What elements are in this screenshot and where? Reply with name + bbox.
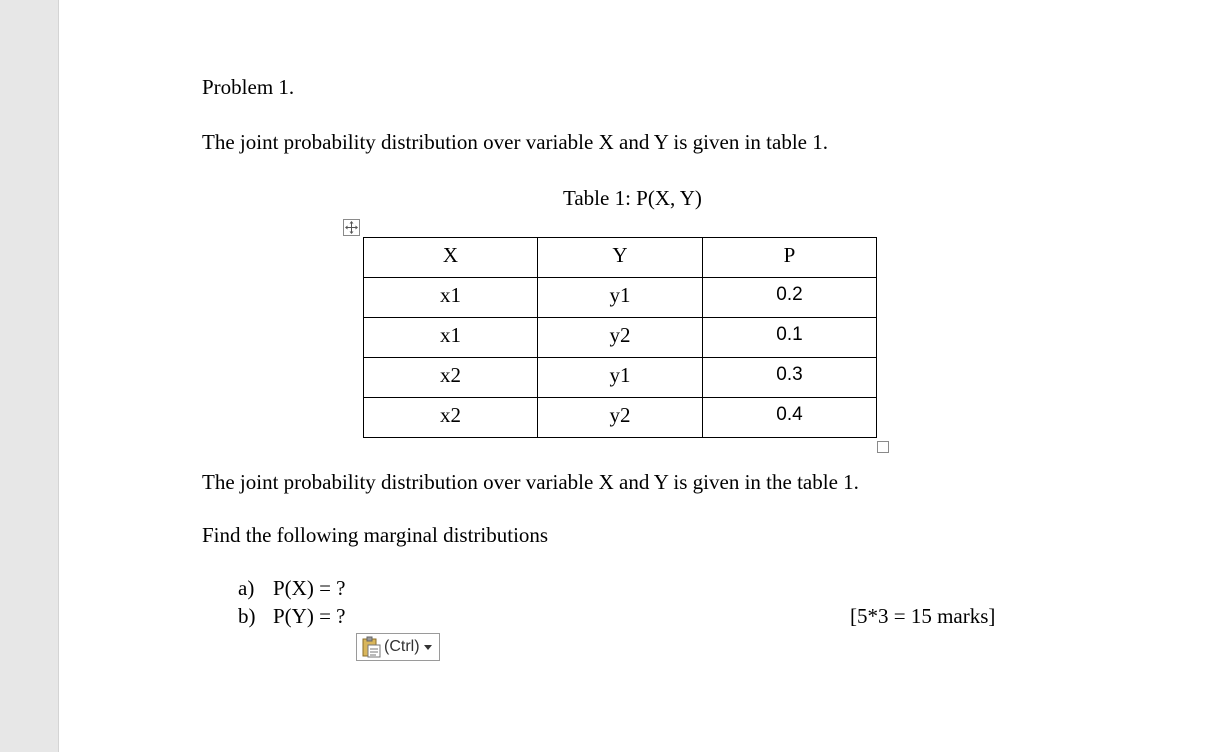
list-item-text: P(Y) = ? <box>273 604 346 628</box>
list-item <box>238 576 346 600</box>
table-header-y[interactable]: Y <box>538 238 703 278</box>
document-left-margin <box>0 0 59 752</box>
clipboard-icon <box>360 635 382 659</box>
table-caption: Table 1: P(X, Y) <box>563 186 702 210</box>
table-header-row <box>364 238 877 278</box>
joint-probability-table[interactable] <box>363 237 877 438</box>
table-cell-x[interactable]: x1 <box>364 278 538 318</box>
chevron-down-icon <box>424 645 432 650</box>
table-cell-y[interactable]: y2 <box>538 398 703 438</box>
list-item-text: P(X) = ? <box>273 576 346 600</box>
table-cell-y[interactable]: y1 <box>538 358 703 398</box>
instruction-paragraph: Find the following marginal distributions <box>202 523 549 547</box>
list-item <box>238 604 346 628</box>
table-row <box>364 358 877 398</box>
table-cell-y[interactable]: y2 <box>538 318 703 358</box>
table-header-x[interactable]: X <box>364 238 538 278</box>
table-header-p[interactable]: P <box>703 238 877 278</box>
list-item-label: b) <box>238 604 256 628</box>
table-cell-x[interactable]: x2 <box>364 398 538 438</box>
table-cell-p[interactable]: 0.1 <box>703 318 877 358</box>
table-move-handle-icon[interactable] <box>343 219 360 236</box>
table-cell-p[interactable]: 0.3 <box>703 358 877 398</box>
table-row <box>364 278 877 318</box>
list-item-label: a) <box>238 576 255 600</box>
table-resize-handle[interactable] <box>877 441 889 453</box>
paste-options-label: (Ctrl) <box>384 638 420 655</box>
marks-label: [5*3 = 15 marks] <box>850 604 996 628</box>
table-cell-p[interactable]: 0.2 <box>703 278 877 318</box>
followup-paragraph: The joint probability distribution over variable X and Y is given in the table 1. <box>202 470 859 494</box>
paste-options-button[interactable] <box>356 633 440 661</box>
table-cell-x[interactable]: x2 <box>364 358 538 398</box>
table-cell-y[interactable]: y1 <box>538 278 703 318</box>
intro-paragraph: The joint probability distribution over variable X and Y is given in table 1. <box>202 130 828 154</box>
table-row <box>364 318 877 358</box>
problem-title: Problem 1. <box>202 75 295 99</box>
table-cell-p[interactable]: 0.4 <box>703 398 877 438</box>
table-cell-x[interactable]: x1 <box>364 318 538 358</box>
table-row <box>364 398 877 438</box>
